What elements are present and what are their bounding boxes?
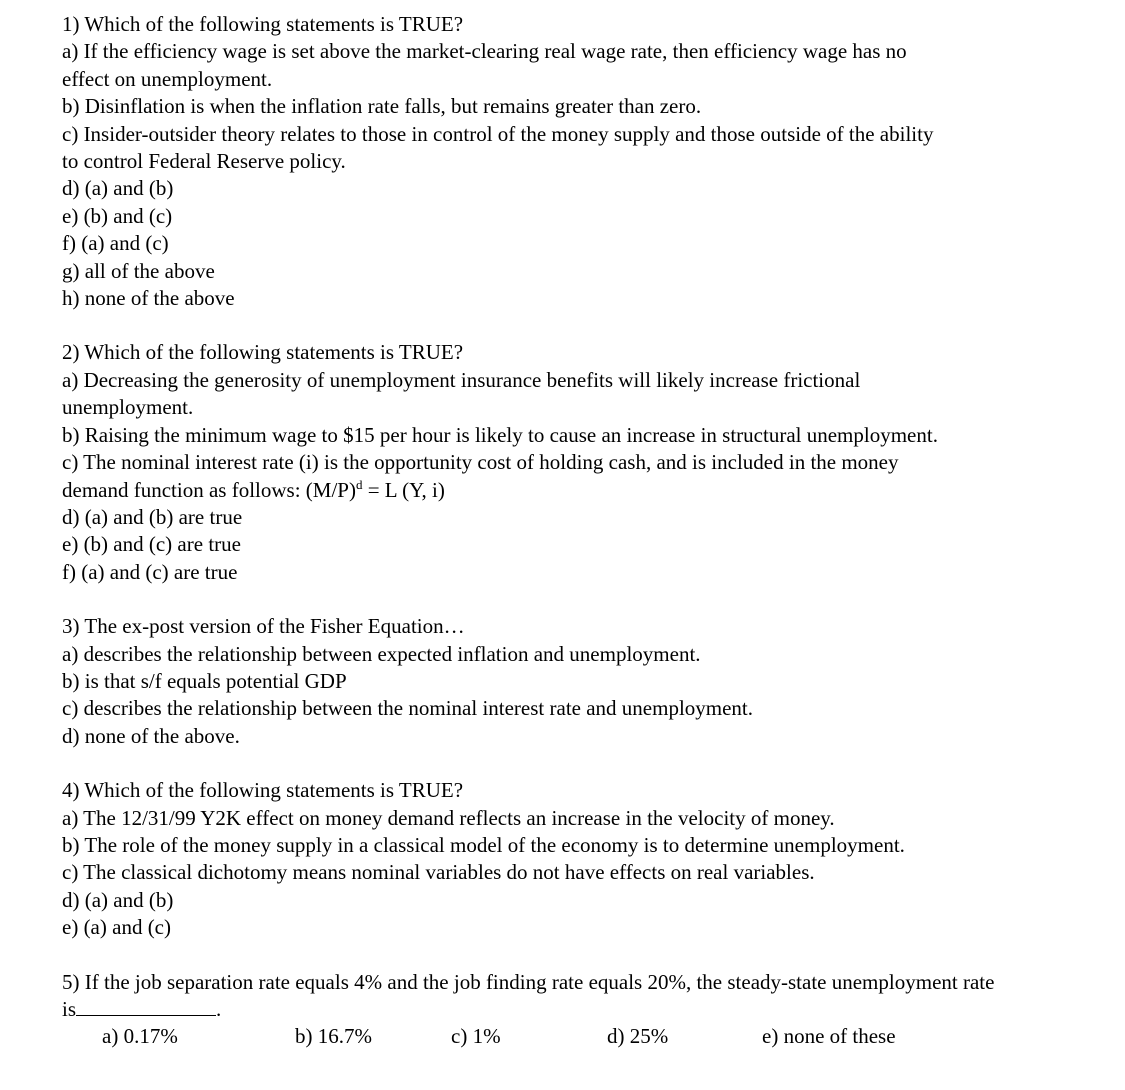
question-spacer — [62, 312, 1120, 339]
question-spacer — [62, 942, 1120, 969]
question-1-option-e: e) (b) and (c) — [62, 203, 173, 228]
question-5-choices — [62, 1023, 1120, 1051]
question-3-option-d: d) none of the above. — [62, 723, 240, 748]
question-5-option-a: a) 0.17% — [102, 1024, 178, 1049]
question-5-stem-is: is — [62, 997, 77, 1021]
question-spacer — [62, 750, 1120, 777]
question-2-option-a-line-1: a) Decreasing the generosity of unemployment insurance benefits will likely increase frictional — [62, 367, 861, 392]
question-3-option-a: a) describes the relationship between expected inflation and unemployment. — [62, 641, 701, 666]
question-2-option-a-line-2: unemployment. — [62, 395, 194, 420]
question-5-option-c: c) 1% — [451, 1024, 501, 1049]
question-1-option-a-line-1: a) If the efficiency wage is set above the market-clearing real wage rate, then efficiency wage has no — [62, 39, 907, 64]
question-4-option-a: a) The 12/31/99 Y2K effect on money demand reflects an increase in the velocity of money. — [62, 805, 835, 830]
question-3-stem: 3) The ex-post version of the Fisher Equation… — [62, 614, 465, 639]
question-1-option-d: d) (a) and (b) — [62, 176, 174, 201]
question-2-option-e: e) (b) and (c) are true — [62, 532, 241, 557]
question-2-option-f: f) (a) and (c) are true — [62, 559, 238, 584]
question-3 — [62, 613, 1120, 750]
question-1-option-g: g) all of the above — [62, 258, 215, 283]
question-5-option-e: e) none of these — [762, 1024, 896, 1049]
question-2-option-c-line-1: c) The nominal interest rate (i) is the opportunity cost of holding cash, and is included in the money — [62, 450, 899, 475]
question-2-option-c-line-2 — [62, 477, 1120, 504]
money-demand-prefix: demand function as follows: (M/P) — [62, 477, 356, 502]
question-4 — [62, 777, 1120, 941]
question-3-option-c: c) describes the relationship between the nominal interest rate and unemployment. — [62, 696, 754, 721]
question-5-stem-line-2 — [62, 996, 1120, 1023]
question-3-option-b: b) is that s/f equals potential GDP — [62, 668, 347, 693]
question-4-option-c: c) The classical dichotomy means nominal variables do not have effects on real variables. — [62, 860, 815, 885]
money-demand-suffix: = L (Y, i) — [362, 477, 445, 502]
question-5 — [62, 969, 1120, 1052]
question-2 — [62, 339, 1120, 586]
question-2-stem: 2) Which of the following statements is TRUE? — [62, 340, 464, 365]
question-4-stem: 4) Which of the following statements is TRUE? — [62, 778, 464, 803]
question-2-option-b: b) Raising the minimum wage to $15 per hour is likely to cause an increase in structural unemployment. — [62, 422, 938, 447]
question-4-option-b: b) The role of the money supply in a classical model of the economy is to determine unemployment. — [62, 832, 905, 857]
question-1-stem: 1) Which of the following statements is TRUE? — [62, 12, 464, 36]
question-5-stem-period: . — [216, 997, 222, 1021]
money-demand-superscript: d — [355, 476, 363, 492]
question-1 — [62, 11, 1120, 312]
question-1-option-b: b) Disinflation is when the inflation rate falls, but remains greater than zero. — [62, 94, 702, 119]
question-4-option-e: e) (a) and (c) — [62, 915, 171, 940]
question-2-option-d: d) (a) and (b) are true — [62, 504, 243, 529]
question-spacer — [62, 586, 1120, 613]
question-5-option-d: d) 25% — [607, 1024, 669, 1049]
question-5-stem-line-1: 5) If the job separation rate equals 4% and the job finding rate equals 20%, the steady-state unemployment rate — [62, 969, 995, 994]
question-5-option-b: b) 16.7% — [295, 1024, 372, 1049]
exam-page — [62, 11, 1120, 1051]
question-1-option-f: f) (a) and (c) — [62, 231, 169, 256]
answer-blank — [76, 997, 216, 1016]
question-1-option-c-line-2: to control Federal Reserve policy. — [62, 149, 346, 174]
question-1-option-c-line-1: c) Insider-outsider theory relates to those in control of the money supply and those outside of the ability — [62, 121, 934, 146]
question-1-option-a-line-2: effect on unemployment. — [62, 66, 273, 91]
question-1-option-h: h) none of the above — [62, 286, 235, 311]
question-4-option-d: d) (a) and (b) — [62, 887, 174, 912]
